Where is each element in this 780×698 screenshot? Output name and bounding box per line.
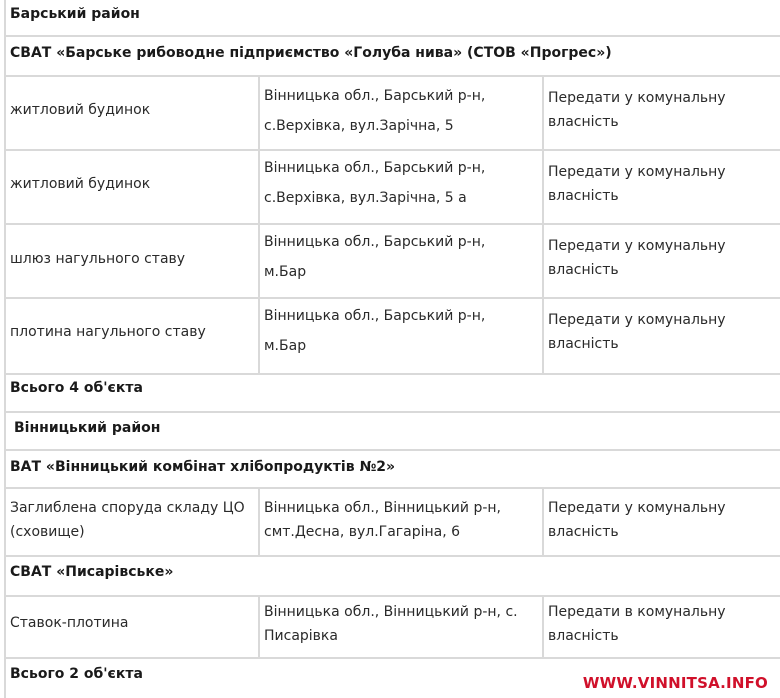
row-divider: [6, 35, 780, 37]
district-heading: Барський район: [10, 6, 140, 22]
column-divider: [258, 487, 260, 557]
object-action: Передати у комунальну власність: [548, 238, 726, 278]
row-divider: [6, 487, 780, 489]
site-watermark: WWW.VINNITSA.INFO: [582, 674, 768, 692]
section-total: Всього 4 об'єкта: [10, 380, 143, 396]
object-action: Передати у комунальну власність: [548, 500, 726, 540]
object-address: Вінницька обл., Вінницький р-н, смт.Десна, вул.Гагаріна, 6: [264, 500, 501, 540]
column-divider: [542, 487, 544, 557]
object-name: Ставок-плотина: [10, 615, 129, 631]
row-divider: [6, 75, 780, 77]
object-address: Вінницька обл., Барський р-н, м.Бар: [264, 234, 486, 280]
object-name: шлюз нагульного ставу: [10, 251, 186, 267]
enterprise-heading: СВАТ «Писарівське»: [10, 564, 174, 580]
object-name: плотина нагульного ставу: [10, 324, 206, 340]
row-divider: [6, 657, 780, 659]
object-address: Вінницька обл., Вінницький р-н, с. Писарівка: [264, 604, 518, 644]
enterprise-heading: ВАТ «Вінницький комбінат хлібопродуктів №2»: [10, 459, 396, 475]
row-divider: [6, 449, 780, 451]
row-divider: [6, 297, 780, 299]
object-name: Заглиблена споруда складу ЦО (сховище): [10, 500, 245, 540]
object-action: Передати у комунальну власність: [548, 90, 726, 130]
object-address: Вінницька обл., Барський р-н, с.Верхівка, вул.Зарічна, 5: [264, 88, 486, 134]
object-address: Вінницька обл., Барський р-н, м.Бар: [264, 308, 486, 354]
enterprise-heading: СВАТ «Барське рибоводне підприємство «Голуба нива» (СТОВ «Прогрес»): [10, 45, 612, 61]
column-divider: [542, 75, 544, 375]
row-divider: [6, 411, 780, 413]
column-divider: [258, 75, 260, 375]
row-divider: [6, 555, 780, 557]
object-action: Передати в комунальну власність: [548, 604, 726, 644]
row-divider: [6, 223, 780, 225]
table-left-border: [0, 0, 6, 698]
row-divider: [6, 149, 780, 151]
column-divider: [542, 595, 544, 659]
object-action: Передати у комунальну власність: [548, 312, 726, 352]
object-action: Передати у комунальну власність: [548, 164, 726, 204]
column-divider: [258, 595, 260, 659]
row-divider: [6, 373, 780, 375]
object-name: житловий будинок: [10, 176, 151, 192]
row-divider: [6, 595, 780, 597]
object-name: житловий будинок: [10, 102, 151, 118]
object-address: Вінницька обл., Барський р-н, с.Верхівка, вул.Зарічна, 5 а: [264, 160, 486, 206]
section-total: Всього 2 об'єкта: [10, 666, 143, 682]
district-heading: Вінницький район: [14, 420, 161, 436]
